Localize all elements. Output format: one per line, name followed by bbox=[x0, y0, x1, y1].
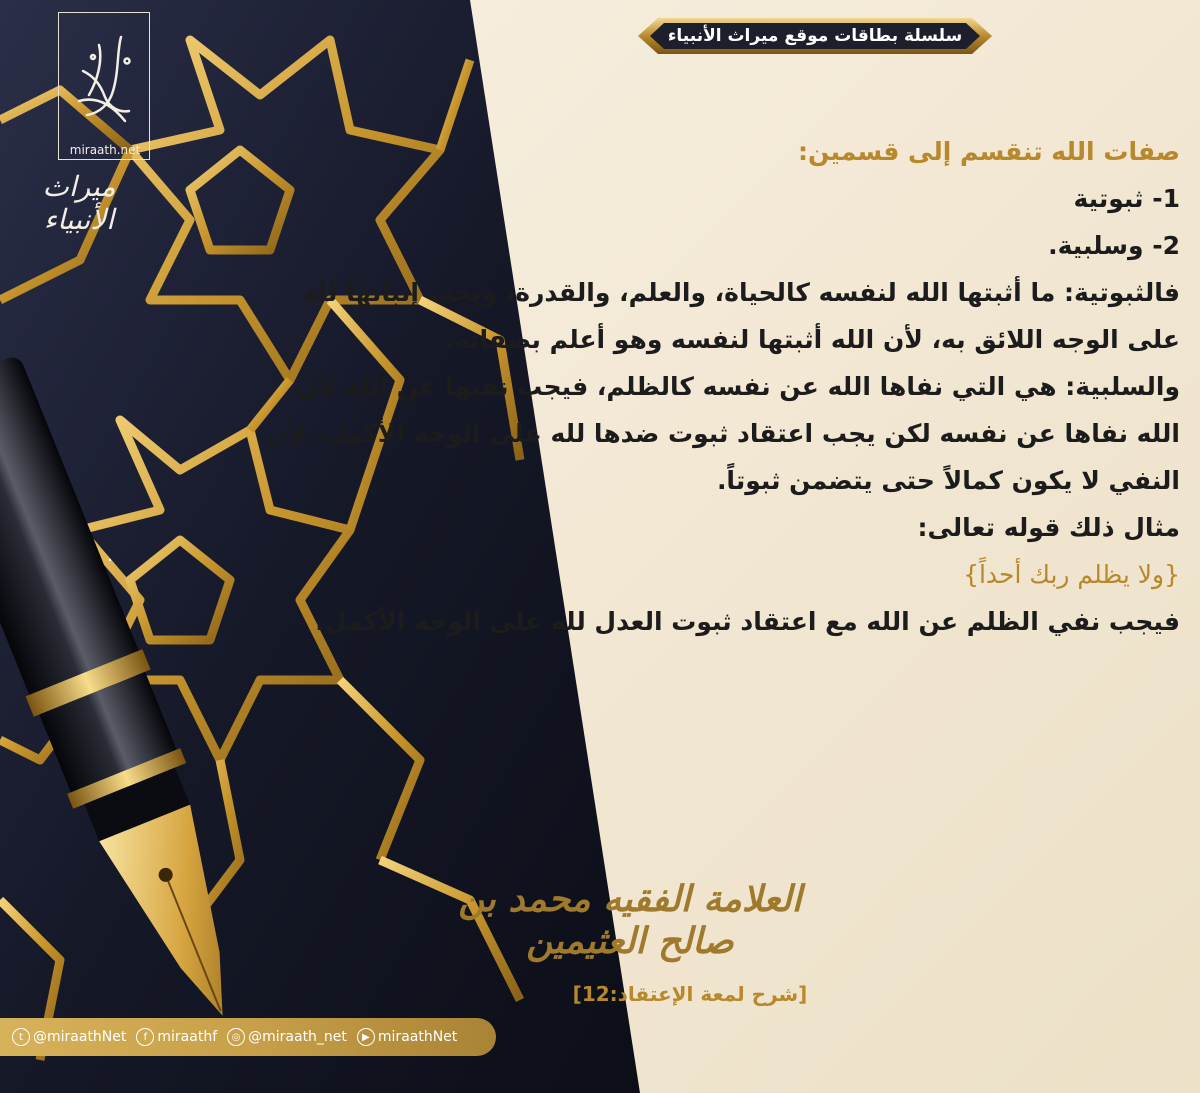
twitter-icon: t bbox=[12, 1028, 30, 1046]
list-item-2: 2- وسلبية. bbox=[1048, 231, 1180, 260]
social-handle: @miraath_net bbox=[248, 1029, 347, 1045]
paragraph-conclusion: فيجب نفي الظلم عن الله مع اعتقاد ثبوت العدل لله على الوجه الأكمل. bbox=[315, 607, 1180, 636]
series-title: سلسلة بطاقات موقع ميراث الأنبياء bbox=[667, 26, 963, 46]
quran-verse: {ولا يظلم ربك أحداً} bbox=[963, 560, 1180, 589]
calligraphy-logo-icon bbox=[69, 31, 139, 127]
content-heading: صفات الله تنقسم إلى قسمين: bbox=[798, 137, 1180, 166]
logo-wordmark: ميراث الأنبياء bbox=[42, 170, 116, 236]
author-signature: العلامة الفقيه محمد بن صالح العثيمين bbox=[458, 878, 802, 962]
instagram-icon: ◎ bbox=[227, 1028, 245, 1046]
series-banner bbox=[634, 14, 996, 58]
facebook-icon: f bbox=[136, 1028, 154, 1046]
site-logo bbox=[58, 12, 150, 160]
social-facebook[interactable] bbox=[136, 1028, 217, 1046]
social-links-bar bbox=[0, 1018, 496, 1056]
social-instagram[interactable] bbox=[227, 1028, 347, 1046]
list-item-1: 1- ثبوتية bbox=[1073, 184, 1180, 213]
social-youtube[interactable] bbox=[357, 1028, 457, 1046]
source-reference: [شرح لمعة الإعتقاد:12] bbox=[572, 982, 808, 1006]
paragraph-positive: فالثبوتية: ما أثبتها الله لنفسه كالحياة، والعلم، والقدرة، ويجب إثباتها لله على الوجه اللائق به، لأن الله أثبتها لنفسه وهو أعلم بصفاته. bbox=[302, 278, 1180, 354]
logo-url: miraath.net bbox=[69, 143, 141, 157]
social-handle: @miraathNet bbox=[33, 1029, 127, 1045]
youtube-icon: ▶ bbox=[357, 1028, 375, 1046]
card-content bbox=[250, 128, 1180, 645]
paragraph-negative: والسلبية: هي التي نفاها الله عن نفسه كالظلم، فيجب نفيها عن الله لأن الله نفاها عن نفسه لكن يجب اعتقاد ثبوت ضدها لله على الوجه الأكمل، لأن النفي لا يكون كمالاً حتى يتضمن ثبوتاً. bbox=[266, 372, 1180, 495]
social-handle: miraathNet bbox=[377, 1029, 458, 1045]
social-handle: miraathf bbox=[157, 1029, 218, 1045]
social-twitter[interactable] bbox=[12, 1028, 126, 1046]
example-intro: مثال ذلك قوله تعالى: bbox=[917, 513, 1180, 542]
